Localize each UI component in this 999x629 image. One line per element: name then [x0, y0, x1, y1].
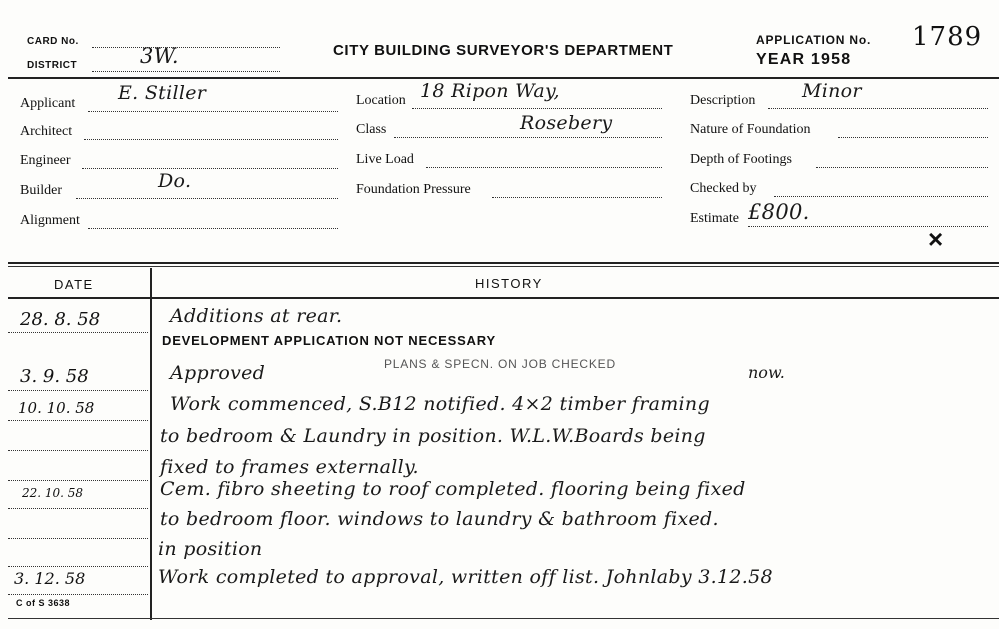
- date-rule: [8, 566, 148, 567]
- engineer-label: Engineer: [20, 153, 71, 168]
- date-column-header: DATE: [54, 277, 94, 292]
- history-text: Approved: [170, 362, 266, 384]
- district-label: DISTRICT: [27, 60, 78, 71]
- date-rule: [8, 538, 148, 539]
- alignment-label: Alignment: [20, 213, 80, 228]
- district-line: [92, 71, 280, 72]
- department-title: CITY BUILDING SURVEYOR'S DEPARTMENT: [333, 42, 674, 59]
- location-value-1: 18 Ripon Way,: [420, 80, 560, 102]
- location-value-2: Rosebery: [520, 112, 613, 134]
- class-line: [394, 137, 662, 138]
- date-rule: [8, 390, 148, 391]
- engineer-line: [82, 168, 338, 169]
- development-application-stamp: DEVELOPMENT APPLICATION NOT NECESSARY: [162, 333, 496, 348]
- header-divider: [8, 77, 999, 79]
- alignment-line: [88, 228, 338, 229]
- history-date: 3. 9. 58: [20, 366, 89, 387]
- application-no: 1789: [912, 22, 983, 52]
- history-text: Additions at rear.: [170, 305, 343, 327]
- checked-by-line: [774, 196, 988, 197]
- history-text: Work commenced, S.B12 notified. 4×2 timber framing: [170, 393, 710, 415]
- nature-of-foundation-label: Nature of Foundation: [690, 122, 811, 137]
- description-label: Description: [690, 93, 756, 108]
- history-text: fixed to frames externally.: [160, 456, 419, 478]
- date-rule: [8, 594, 148, 595]
- history-text: to bedroom floor. windows to laundry & bathroom fixed.: [160, 508, 719, 530]
- history-text-insert: now.: [748, 363, 785, 382]
- architect-line: [84, 139, 338, 140]
- estimate-value: £800.: [748, 200, 810, 224]
- architect-label: Architect: [20, 124, 73, 139]
- date-rule: [8, 450, 148, 451]
- application-no-label: APPLICATION No.: [756, 33, 872, 47]
- date-rule: [8, 332, 148, 333]
- fields-divider: [8, 262, 999, 264]
- card-no-line: [92, 47, 280, 48]
- estimate-line: [748, 226, 988, 227]
- foundation-pressure-line: [492, 197, 662, 198]
- fields-divider-thin: [8, 266, 999, 267]
- live-load-label: Live Load: [356, 152, 414, 167]
- foundation-pressure-label: Foundation Pressure: [356, 182, 471, 197]
- description-line: [768, 108, 988, 109]
- estimate-label: Estimate: [690, 211, 739, 226]
- card-bottom-edge: [8, 618, 999, 619]
- form-number: C of S 3638: [16, 598, 71, 608]
- builder-value: Do.: [158, 170, 192, 192]
- depth-of-footings-line: [816, 167, 988, 168]
- class-label: Class: [356, 122, 387, 137]
- history-text: in position: [158, 538, 263, 560]
- depth-of-footings-label: Depth of Footings: [690, 152, 792, 167]
- history-date: 3. 12. 58: [14, 569, 86, 588]
- live-load-line: [426, 167, 662, 168]
- card-no-label: CARD No.: [27, 36, 79, 47]
- date-rule: [8, 480, 148, 481]
- history-text: Work completed to approval, written off list. Johnlaby 3.12.58: [158, 566, 773, 588]
- applicant-label: Applicant: [20, 96, 76, 111]
- nature-of-foundation-line: [838, 137, 988, 138]
- date-column-divider: [150, 268, 152, 620]
- builder-label: Builder: [20, 183, 62, 198]
- table-header-divider: [8, 297, 999, 299]
- plans-specn-stamp: PLANS & SPECN. ON JOB CHECKED: [384, 357, 616, 371]
- history-text: to bedroom & Laundry in position. W.L.W.Boards being: [160, 425, 706, 447]
- district-value: 3W.: [140, 44, 179, 68]
- applicant-line: [88, 111, 338, 112]
- check-mark: ×: [928, 224, 944, 254]
- year-label: YEAR 1958: [756, 51, 852, 68]
- checked-by-label: Checked by: [690, 181, 757, 196]
- location-line: [412, 108, 662, 109]
- history-text: Cem. fibro sheeting to roof completed. flooring being fixed: [160, 478, 746, 500]
- date-rule: [8, 508, 148, 509]
- description-value: Minor: [802, 80, 862, 102]
- history-date: 10. 10. 58: [18, 399, 95, 417]
- history-date: 28. 8. 58: [20, 309, 101, 330]
- history-date: 22. 10. 58: [22, 486, 84, 500]
- history-column-header: HISTORY: [475, 276, 543, 291]
- location-label: Location: [356, 93, 406, 108]
- applicant-value: E. Stiller: [118, 82, 207, 104]
- builder-line: [76, 198, 338, 199]
- date-rule: [8, 420, 148, 421]
